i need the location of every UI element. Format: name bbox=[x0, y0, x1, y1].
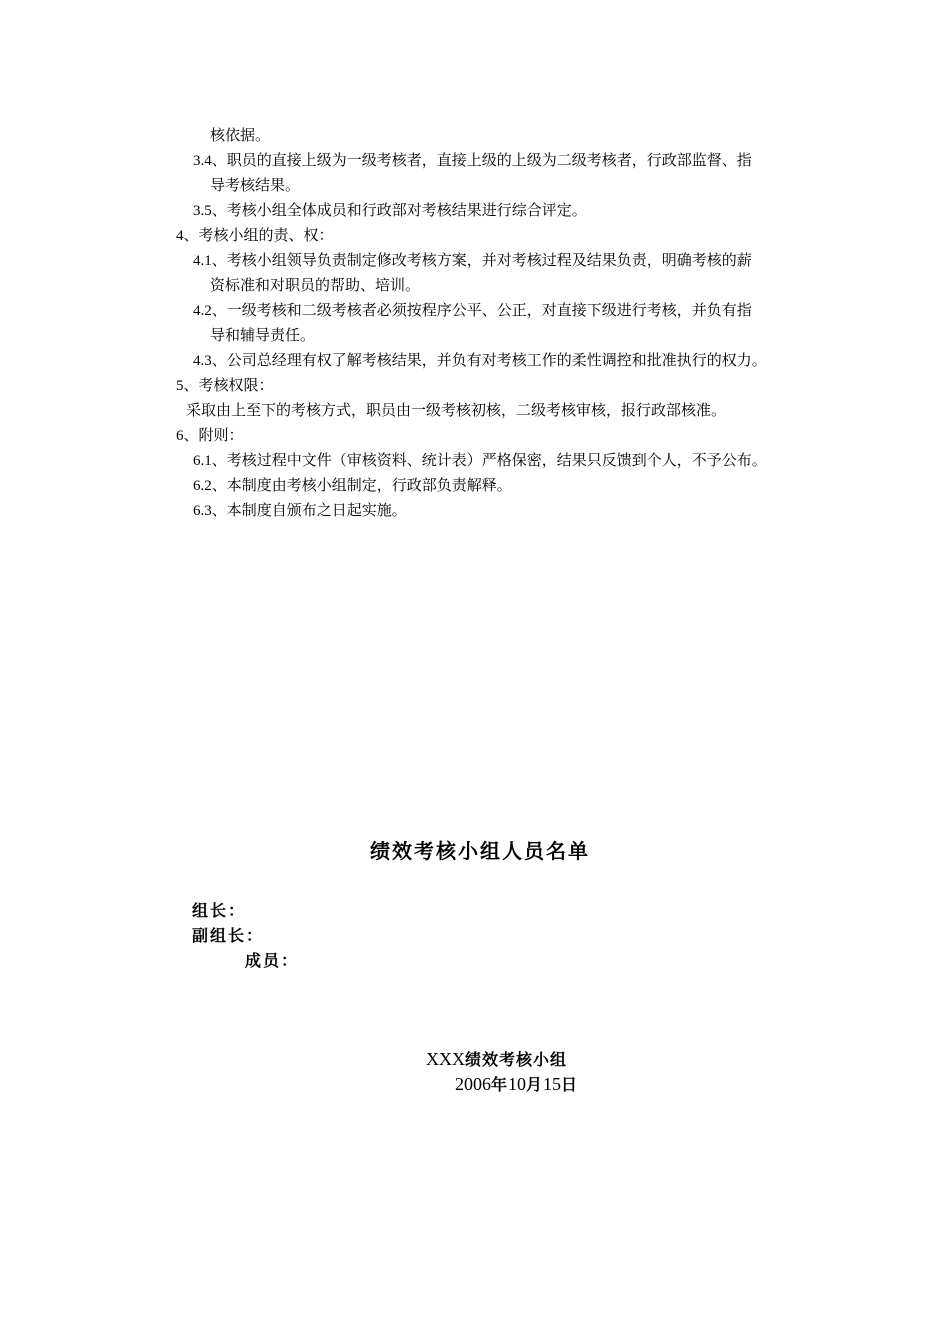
signature-day: 15 bbox=[543, 1074, 562, 1094]
body-line: 6.2、本制度由考核小组制定，行政部负责解释。 bbox=[193, 478, 512, 494]
body-line: 采取由上至下的考核方式，职员由一级考核初核，二级考核审核，报行政部核准。 bbox=[186, 403, 727, 419]
signature-day-unit: 日 bbox=[561, 1075, 579, 1094]
body-line: 4.2、一级考核和二级考核者必须按程序公平、公正，对直接下级进行考核，并负有指 bbox=[193, 303, 752, 319]
body-line: 6.3、本制度自颁布之日起实施。 bbox=[193, 503, 407, 519]
signature-org-prefix: XXX bbox=[426, 1049, 465, 1069]
section-heading: 6、附则： bbox=[176, 428, 244, 444]
section-heading: 4、考核小组的责、权： bbox=[176, 228, 334, 244]
body-line: 6.1、考核过程中文件（审核资料、统计表）严格保密，结果只反馈到个人，不予公布。 bbox=[193, 453, 767, 469]
roster-vice-leader-label: 副组长： bbox=[192, 926, 265, 945]
signature-org bbox=[426, 1048, 567, 1071]
signature-year: 2006 bbox=[455, 1074, 491, 1094]
body-line: 4.3、公司总经理有权了解考核结果，并负有对考核工作的柔性调控和批准执行的权力。 bbox=[193, 353, 767, 369]
body-line: 导考核结果。 bbox=[210, 178, 301, 194]
body-line: 导和辅导责任。 bbox=[210, 328, 316, 344]
body-line: 3.4、职员的直接上级为一级考核者，直接上级的上级为二级考核者，行政部监督、指 bbox=[193, 153, 752, 169]
body-line: 核依据。 bbox=[210, 128, 271, 144]
signature-month-unit: 月 bbox=[526, 1075, 544, 1094]
signature-date bbox=[455, 1073, 578, 1096]
roster-members-label: 成员： bbox=[245, 951, 300, 970]
body-line: 4.1、考核小组领导负责制定修改考核方案，并对考核过程及结果负责，明确考核的薪 bbox=[193, 253, 752, 269]
signature-org-name: 绩效考核小组 bbox=[465, 1050, 568, 1069]
signature-year-unit: 年 bbox=[491, 1075, 509, 1094]
body-line: 资标准和对职员的帮助、培训。 bbox=[210, 278, 421, 294]
section-heading: 5、考核权限： bbox=[176, 378, 274, 394]
roster-title: 绩效考核小组人员名单 bbox=[370, 839, 590, 863]
body-line: 3.5、考核小组全体成员和行政部对考核结果进行综合评定。 bbox=[193, 203, 587, 219]
roster-leader-label: 组长： bbox=[192, 901, 247, 920]
signature-month: 10 bbox=[508, 1074, 527, 1094]
